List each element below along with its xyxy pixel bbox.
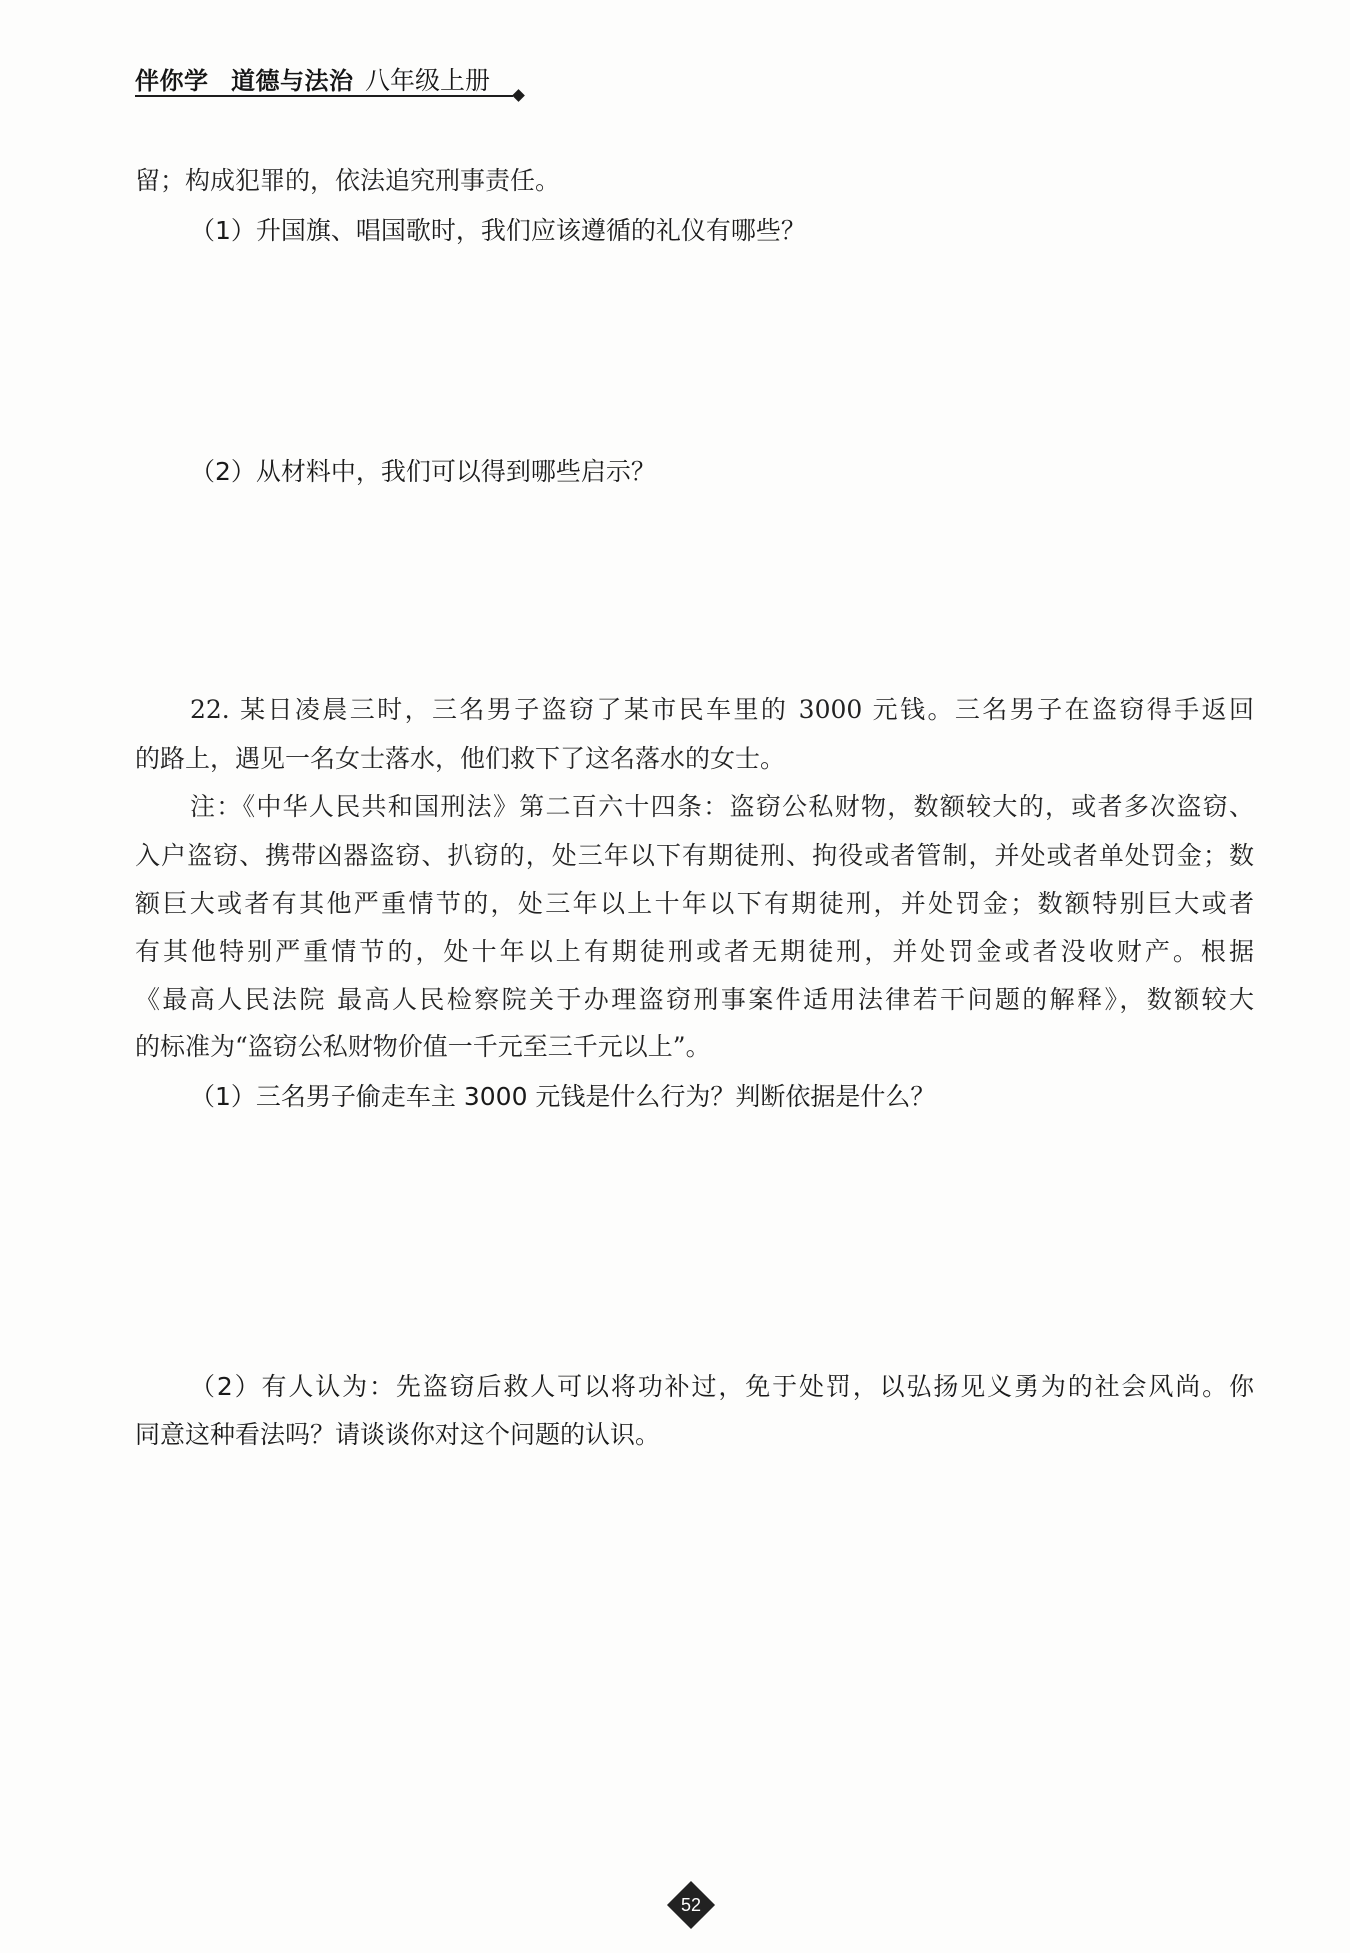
question-22-material-line: 22. 某日凌晨三时，三名男子盗窃了某市民车里的 3000 元钱。三名男子在盗窃得手返回 <box>190 695 1254 724</box>
legal-note-line: 注：《中华人民共和国刑法》第二百六十四条：盗窃公私财物，数额较大的，或者多次盗窃、 <box>190 792 1254 821</box>
question-22-sub-question-1: （1）三名男子偷走车主 3000 元钱是什么行为？判断依据是什么？ <box>190 1082 936 1111</box>
material-tail-line: 留；构成犯罪的，依法追究刑事责任。 <box>135 166 561 195</box>
question-22-material-line: 的路上，遇见一名女士落水，他们救下了这名落水的女士。 <box>135 744 786 773</box>
sub-question-1: （1）升国旗、唱国歌时，我们应该遵循的礼仪有哪些？ <box>190 216 806 245</box>
header-grade: 八年级上册 <box>365 66 491 95</box>
legal-note-line: 《最高人民法院 最高人民检察院关于办理盗窃刑事案件适用法律若干问题的解释》，数额较大 <box>135 985 1254 1014</box>
header-subject: 道德与法治 <box>231 67 354 95</box>
header-rule <box>135 95 513 97</box>
question-22-sub-question-2-line: （2）有人认为：先盗窃后救人可以将功补过，免于处罚，以弘扬见义勇为的社会风尚。你 <box>190 1372 1254 1401</box>
sub-question-2: （2）从材料中，我们可以得到哪些启示？ <box>190 457 656 486</box>
legal-note-line: 的标准为“盗窃公私财物价值一千元至三千元以上”。 <box>135 1032 711 1061</box>
page-number: 52 <box>680 1895 702 1915</box>
header-series-title: 伴你学 <box>135 67 209 95</box>
legal-note-line: 入户盗窃、携带凶器盗窃、扒窃的，处三年以下有期徒刑、拘役或者管制，并处或者单处罚金；数 <box>135 841 1254 870</box>
diamond-icon <box>512 89 525 102</box>
legal-note-line: 额巨大或者有其他严重情节的，处三年以上十年以下有期徒刑，并处罚金；数额特别巨大或者 <box>135 889 1254 918</box>
legal-note-line: 有其他特别严重情节的，处十年以上有期徒刑或者无期徒刑，并处罚金或者没收财产。根据 <box>135 937 1254 966</box>
question-22-sub-question-2-line: 同意这种看法吗？请谈谈你对这个问题的认识。 <box>135 1420 661 1449</box>
